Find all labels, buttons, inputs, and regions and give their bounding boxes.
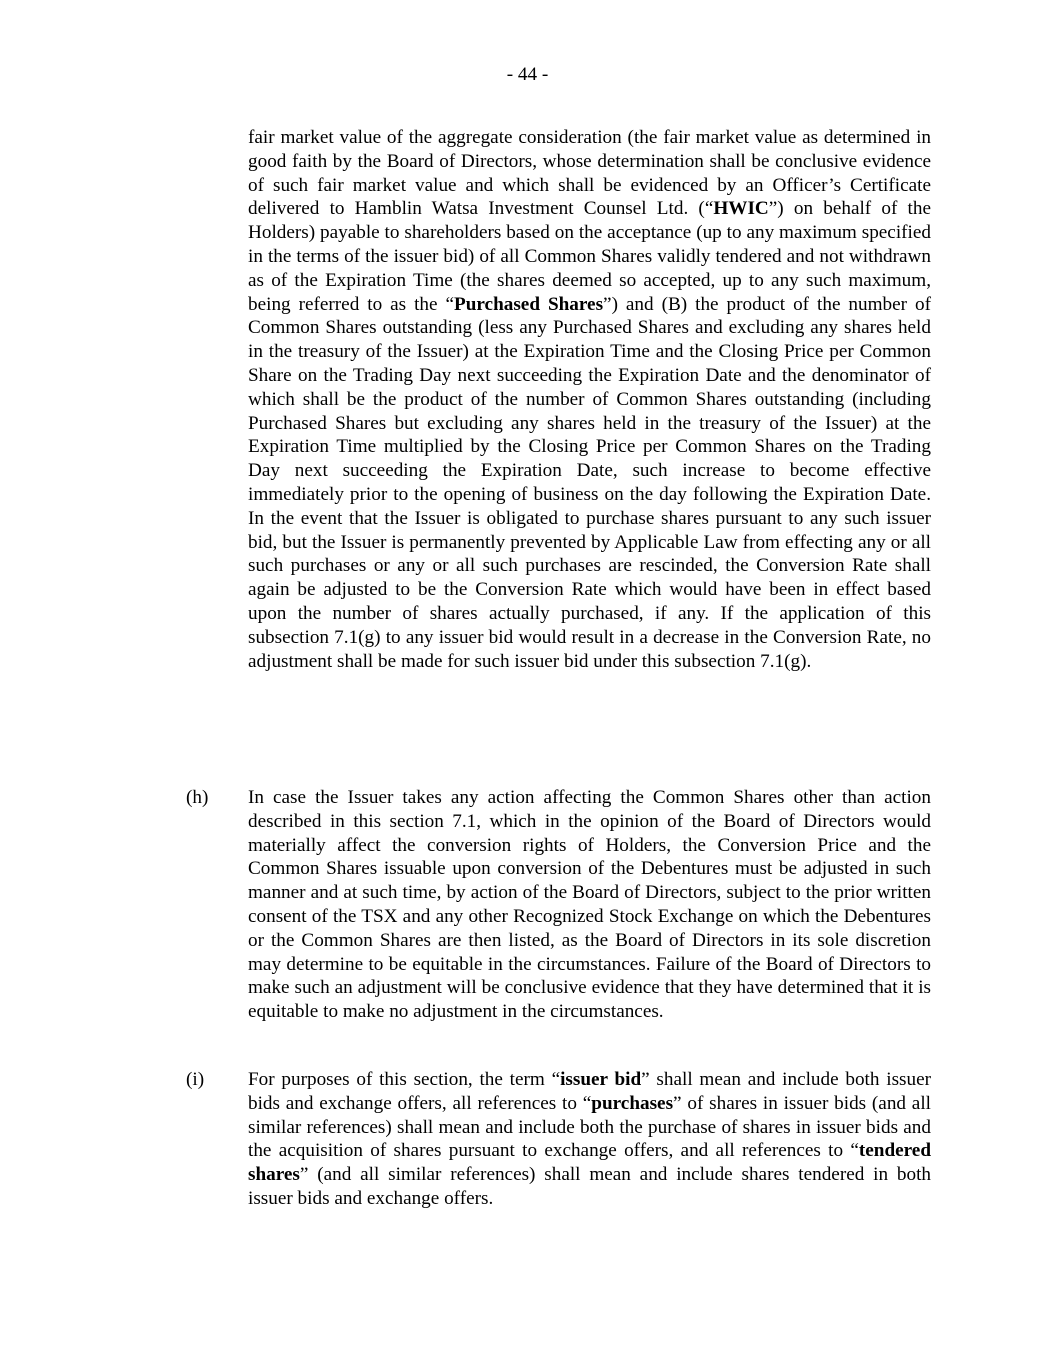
item-h-paragraph: In case the Issuer takes any action affecting the Common Shares other than action described in this section 7.1, which in the opinion of the Board of Directors would materially affect the conversion rights of Holders, the Conversion Price and the Common Shares issuable upon conversion of the Debentures must be adjusted in such manner and at such time, by action of the Board of Directors, subject to the prior written consent of the TSX and any other Recognized Stock Exchange on which the Debentures or the Common Shares are then listed, as the Board of Directors in its sole discretion may determine to be equitable in the circumstances. Failure of the Board of Directors to make such an adjustment will be conclusive evidence that they have determined that it is equitable to make no adjustment in the circumstances. (248, 787, 931, 1023)
defined-term-purchases: purchases (591, 1092, 674, 1114)
continuation-text-2: ”) on behalf of the Holders) payable to shareholders based on the acceptance (up to any maximum specified in the terms of the issuer bid) of all Common Shares validly tendered and not withdrawn as of the Expiration Time (the shares deemed so accepted, up to any such maximum, being referred to as the “ (248, 198, 931, 315)
item-i-text-4: ” (and all similar references) shall mean and include shares tendered in both issuer bids and exchange offers. (248, 1164, 931, 1209)
item-i-label: (i) (186, 1069, 205, 1090)
defined-term-tendered-shares: tendered shares (248, 1140, 931, 1186)
defined-term-purchased-shares: Purchased Shares (454, 293, 604, 315)
item-i-paragraph (248, 1068, 931, 1211)
continuation-paragraph (248, 126, 931, 673)
item-i-text-2: ” shall mean and include both issuer bids and exchange offers, all references to “ (248, 1069, 931, 1114)
item-h-label: (h) (186, 787, 209, 808)
defined-term-issuer-bid: issuer bid (560, 1069, 642, 1090)
item-i-text-3: ” of shares in issuer bids (and all similar references) shall mean and include both the purchase of shares in issuer bids and the acquisition of shares pursuant to exchange offers, and all references to “ (248, 1092, 931, 1162)
defined-term-hwic: HWIC (713, 198, 769, 220)
continuation-text-3: ”) and (B) the product of the number of Common Shares outstanding (less any Purchased Shares and excluding any shares held in the treasury of the Issuer) at the Expiration Time and the Closing Price per Common Share on the Trading Day next succeeding the Expiration Date and the denominator of which shall be the product of the number of Common Shares outstanding (including Purchased Shares but excluding any shares held in the treasury of the Issuer) at the Expiration Time multiplied by the Closing Price per Common Shares on the Trading Day next succeeding the Expiration Date, such increase to become effective immediately prior to the opening of business on the day following the Expiration Date. In the event that the Issuer is obligated to purchase shares pursuant to any such issuer bid, but the Issuer is permanently prevented by Applicable Law from effecting any or all such purchases or any or all such purchases are rescinded, the Conversion Rate shall again be adjusted to be the Conversion Rate which would have been in effect based upon the number of shares actually purchased, if any. If the application of this subsection 7.1(g) to any issuer bid would result in a decrease in the Conversion Rate, no adjustment shall be made for such issuer bid under this subsection 7.1(g). (248, 293, 931, 672)
item-i-text-1: For purposes of this section, the term “ (248, 1069, 561, 1090)
page-number: - 44 - (506, 64, 549, 85)
continuation-text-1: fair market value of the aggregate consideration (the fair market value as determined in good faith by the Board of Directors, whose determination shall be conclusive evidence of such fair market value and which shall be evidenced by an Officer’s Certificate delivered to Hamblin Watsa Investment Counsel Ltd. (“ (248, 127, 931, 220)
